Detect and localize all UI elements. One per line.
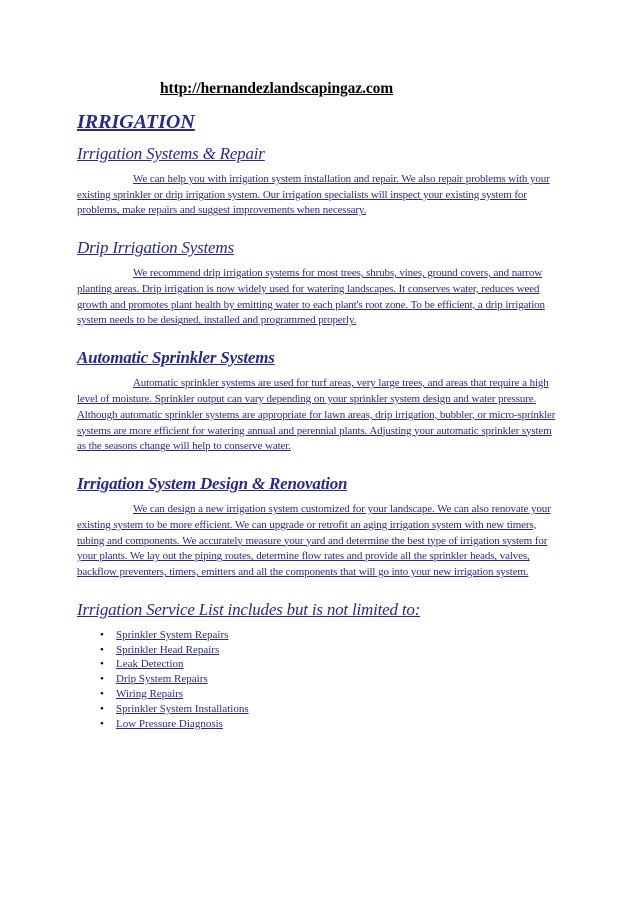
list-item: • Sprinkler Head Repairs: [100, 643, 220, 656]
bullet-icon: •: [100, 687, 104, 700]
section-body: We recommend drip irrigation systems for most trees, shrubs, vines, ground covers, and narrow planting areas. Drip irrigation is now widely used for watering landscapes. It conserves water, reduces weed growth and promotes plant health by emitting water to each plant's root zone. To be efficient, a drip irrigation system needs to be designed, installed and programmed properly.: [77, 267, 545, 327]
section-irrigation-system-design: [77, 475, 562, 581]
section-heading: Irrigation System Design & Renovation: [77, 474, 348, 494]
section-drip-irrigation-systems: [77, 239, 562, 329]
bullet-icon: •: [100, 702, 104, 715]
bullet-icon: •: [100, 658, 104, 671]
list-item: • Wiring Repairs: [100, 687, 184, 700]
bullet-icon: •: [100, 717, 104, 730]
list-item: • Drip System Repairs: [100, 673, 208, 686]
list-item: • Low Pressure Diagnosis: [100, 717, 223, 730]
list-item: • Sprinkler System Installations: [100, 702, 249, 715]
list-item: • Sprinkler System Repairs: [100, 628, 229, 641]
section-irrigation-systems-repair: [77, 145, 562, 219]
header-url-line[interactable]: [77, 80, 562, 98]
bullet-icon: •: [100, 673, 104, 686]
section-heading: Drip Irrigation Systems: [77, 238, 234, 258]
page-title: IRRIGATION: [77, 111, 195, 133]
section-heading: Irrigation Systems & Repair: [77, 144, 265, 163]
header-url-link[interactable]: http://hernandezlandscapingaz.com: [160, 80, 394, 97]
service-list-section: [77, 601, 562, 731]
bullet-icon: •: [100, 628, 104, 641]
document-page: [77, 80, 562, 731]
section-body: We can help you with irrigation system installation and repair. We also repair problems with your existing sprinkler or drip irrigation system. Our irrigation specialists will inspect your existing system for problems, make repairs and suggest improvements when necessary.: [77, 172, 550, 217]
service-list-heading: Irrigation Service List includes but is not limited to:: [77, 599, 421, 619]
section-body: We can design a new irrigation system customized for your landscape. We can also renovate your existing system to be more efficient. We can upgrade or retrofit an aging irrigation system with new timers, tubing and components. We accurately measure your yard and determine the best type of irrigation system for your plants. We lay out the piping routes, determine flow rates and provide all the sprinkler heads, valves, backflow preventers, timers, emitters and all the components that will go into your new irrigation system.: [77, 502, 551, 579]
bullet-icon: •: [100, 643, 104, 656]
list-item: • Leak Detection: [100, 658, 184, 671]
section-heading: Automatic Sprinkler Systems: [77, 348, 275, 368]
section-body: Automatic sprinkler systems are used for turf areas, very large trees, and areas that require a high level of moisture. Sprinkler output can vary depending on your sprinkler system design and water pressure. Although automatic sprinkler systems are appropriate for lawn areas, drip irrigation, bubbler, or micro-sprinkler systems are more efficient for watering annual and perennial plants. Adjusting your automatic sprinkler system as the seasons change will help to conserve water.: [77, 377, 556, 453]
section-automatic-sprinkler-systems: [77, 349, 562, 455]
service-list: [77, 628, 562, 732]
